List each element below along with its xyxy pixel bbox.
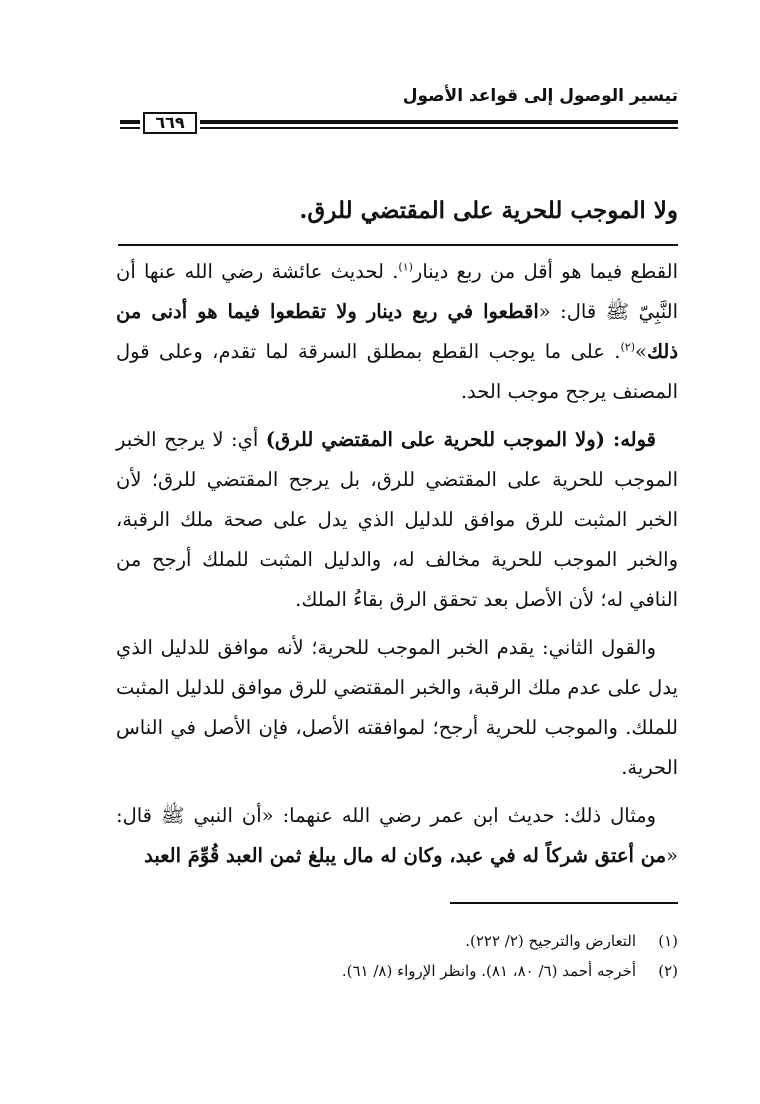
paragraph-4	[116, 796, 678, 876]
paragraph-3: والقول الثاني: يقدم الخبر الموجب للحرية؛ لأنه موافق للدليل الذي يدل على عدم ملك الرقبة، والخبر المقتضي للرق موافق للدليل المثبت للملك. والموجب للحرية أرجح؛ لموافقته الأصل، فإن الأصل في الناس الحرية.	[116, 636, 678, 779]
header-rule	[200, 117, 678, 131]
hadith-quote: من أعتق شركاً له في عبد، وكان له مال يبلغ ثمن العبد قُوِّمَ العبد	[144, 844, 667, 867]
quoted-statement: قوله: (ولا الموجب للحرية على المقتضي للرق)	[265, 428, 656, 451]
footnote-2	[78, 956, 678, 986]
text-run: . لحديث عائشة رضي الله عنها أن النَّبِيّ ﷺ قال: «	[116, 260, 678, 323]
section-heading: ولا الموجب للحرية على المقتضي للرق.	[299, 197, 678, 224]
footnote-1	[78, 926, 678, 956]
footnote-ref-2[interactable]: (٢)	[620, 340, 635, 354]
text-run: »	[635, 340, 647, 363]
text-run: . على ما يوجب القطع بمطلق السرقة لما تقدم، وعلى قول المصنف يرجح موجب الحد.	[116, 340, 678, 403]
footnote-number: (١)	[658, 932, 678, 950]
text-run: أي: لا يرجح الخبر الموجب للحرية على المقتضي للرق، بل يرجح المقتضي للرق؛ لأن الخبر المثبت للرق موافق للدليل الذي يدل على صحة ملك الرقبة، والخبر الموجب للحرية مخالف له، والدليل المثبت للملك أرجح من النافي له؛ لأن الأصل بعد تحقق الرق بقاءُ الملك.	[116, 428, 678, 611]
header-rule-left	[120, 117, 140, 131]
footnote-divider	[450, 902, 678, 904]
text-run: القطع فيما هو أقل من ربع دينار	[412, 260, 678, 283]
heading-divider	[118, 244, 678, 246]
paragraph-1	[116, 252, 678, 412]
page-number: ٦٦٩	[143, 112, 197, 134]
hadith-quote: اقطعوا في ربع دينار ولا تقطعوا فيما هو أدنى من ذلك	[116, 300, 678, 363]
footnote-ref-1[interactable]: (١)	[398, 260, 413, 274]
footnote-number: (٢)	[658, 962, 678, 980]
running-header-title: تيسير الوصول إلى قواعد الأصول	[402, 86, 678, 106]
paragraph-2	[116, 420, 678, 620]
footnote-text: التعارض والترجيح (٢/ ٢٢٢).	[465, 932, 636, 950]
text-run: ومثال ذلك: حديث ابن عمر رضي الله عنهما: «أن النبي ﷺ قال: «	[116, 804, 678, 867]
main-text	[116, 252, 678, 884]
footnotes	[78, 926, 678, 986]
footnote-text: أخرجه أحمد (٦/ ٨٠، ٨١). وانظر الإرواء (٨/ ٦١).	[341, 962, 636, 980]
